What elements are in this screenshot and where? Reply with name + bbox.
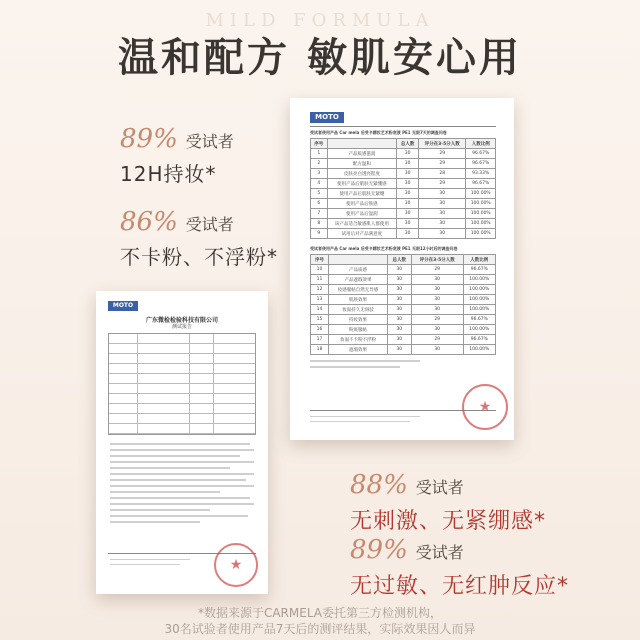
table-cell: 30	[397, 159, 419, 169]
stat-block-2	[120, 207, 278, 270]
table-row	[311, 229, 496, 239]
results-table-1	[310, 138, 496, 239]
table-cell: 18	[311, 345, 329, 355]
table-header-cell	[327, 139, 397, 149]
table-cell: 13	[311, 295, 329, 305]
table-cell: 5	[311, 189, 328, 199]
report-footer-lines	[110, 559, 200, 569]
table-row	[311, 285, 496, 295]
table-row	[311, 335, 496, 345]
table-cell: 1	[311, 149, 328, 159]
table-row	[311, 169, 496, 179]
stat-tester-label: 受试者	[415, 543, 464, 562]
stat-block-1	[120, 124, 234, 187]
stat-claim: 12H持妆*	[120, 162, 217, 186]
table-row	[311, 159, 496, 169]
table-cell: 93.33%	[466, 169, 496, 179]
table-row	[311, 325, 496, 335]
table-cell: 16	[311, 325, 329, 335]
footnote-line-1: *数据来源于CARMELA委托第三方检测机构，	[197, 606, 443, 620]
table-cell: 遮瑕效果	[329, 345, 388, 355]
report-info-grid	[108, 333, 256, 435]
table-header-cell: 序号	[311, 255, 329, 265]
stat-tester-label: 受试者	[185, 215, 234, 234]
table-cell: 30	[397, 209, 419, 219]
table-cell: 29	[419, 159, 466, 169]
table-cell: 产品质感	[329, 265, 388, 275]
table-cell: 试用后对产品满意度	[327, 229, 397, 239]
table-cell: 100.00%	[466, 209, 496, 219]
table-cell: 30	[419, 209, 466, 219]
page-title: 温和配方 敏肌安心用	[118, 35, 522, 81]
table-cell: 产品遮瑕效果	[329, 275, 388, 285]
table-cell: 皮肤亮白透亮程度	[327, 169, 397, 179]
table-cell: 4	[311, 179, 328, 189]
table-cell: 妆面持久无斑驳	[329, 305, 388, 315]
report-logo: MOTO	[310, 112, 344, 123]
table-cell: 6	[311, 199, 328, 209]
table-cell: 30	[397, 219, 419, 229]
table-cell: 使用产品后肌肤无紧绷感	[327, 179, 397, 189]
table-cell: 30	[411, 325, 463, 335]
table-cell: 12	[311, 285, 329, 295]
section-title-2: 受试者使用产品 Car mela 后受卡精妆艺术粉底液 PE1 无限12小时后的调查问卷	[310, 246, 458, 251]
table-cell: 使用产品后肌肤无紧绷	[327, 189, 397, 199]
table-cell: 96.67%	[463, 315, 495, 325]
stat-block-3	[350, 470, 546, 535]
table-header-row	[311, 139, 496, 149]
table-cell: 15	[311, 315, 329, 325]
table-cell: 100.00%	[466, 219, 496, 229]
table-header-cell: 评分在3-5分人数	[419, 139, 466, 149]
table-cell: 9	[311, 229, 328, 239]
table-cell: 100.00%	[463, 305, 495, 315]
table-cell: 30	[387, 305, 411, 315]
table-row	[311, 219, 496, 229]
table-header-cell: 序号	[311, 139, 328, 149]
table-cell: 产品质感滋润	[327, 149, 397, 159]
table-cell: 30	[397, 229, 419, 239]
table-cell: 30	[387, 265, 411, 275]
table-header-cell: 人数比例	[466, 139, 496, 149]
table-cell: 粉底服帖	[329, 325, 388, 335]
table-cell: 100.00%	[466, 199, 496, 209]
stat-percent: 89%	[350, 535, 408, 565]
stat-percent: 86%	[120, 207, 178, 237]
table-cell: 100.00%	[463, 285, 495, 295]
table-cell: 30	[397, 189, 419, 199]
table-cell: 妆感服帖自然无异感	[329, 285, 388, 295]
table-cell: 29	[419, 149, 466, 159]
stat-claim: 无刺激、无紧绷感*	[350, 509, 547, 534]
report-subheading: 测试报告	[171, 324, 192, 330]
table-header-cell: 评分在3-5分人数	[411, 255, 463, 265]
table-cell: 使用产品后湿润	[327, 209, 397, 219]
table-cell: 11	[311, 275, 329, 285]
divider	[310, 126, 496, 127]
table-cell: 30	[387, 315, 411, 325]
table-cell: 30	[387, 345, 411, 355]
table-cell: 29	[411, 315, 463, 325]
table-cell: 29	[419, 179, 466, 189]
table-cell: 30	[387, 335, 411, 345]
table-cell: 使用产品后肤感	[327, 199, 397, 209]
table-header-cell	[329, 255, 388, 265]
table-cell: 肌肤效果	[329, 295, 388, 305]
table-cell: 30	[419, 189, 466, 199]
report-document-left	[96, 291, 268, 594]
table-cell: 96.67%	[463, 335, 495, 345]
stat-block-4	[350, 535, 569, 600]
table-cell: 100.00%	[463, 325, 495, 335]
table-cell: 配方温和	[327, 159, 397, 169]
table-cell: 96.67%	[466, 159, 496, 169]
table-row	[311, 149, 496, 159]
stat-tester-label: 受试者	[415, 478, 464, 497]
footnote-line-2: 30名试验者使用产品7天后的测评结果，实际效果因人而异	[164, 622, 476, 636]
table-row	[311, 295, 496, 305]
table-row	[311, 189, 496, 199]
report-document-right	[290, 98, 514, 440]
report-footer-lines	[310, 416, 430, 426]
table-cell: 2	[311, 159, 328, 169]
table-cell: 30	[397, 169, 419, 179]
table-header-cell: 总人数	[397, 139, 419, 149]
table-row	[311, 305, 496, 315]
table-cell: 28	[419, 169, 466, 179]
stat-percent: 89%	[120, 124, 178, 154]
table-cell: 96.67%	[466, 179, 496, 189]
table-cell: 30	[397, 199, 419, 209]
table-cell: 30	[419, 229, 466, 239]
table-cell: 30	[419, 199, 466, 209]
report-body-text	[110, 443, 254, 527]
table-cell: 100.00%	[463, 275, 495, 285]
table-cell: 10	[311, 265, 329, 275]
table-cell: 妆面不卡粉不浮粉	[329, 335, 388, 345]
table-cell: 持妆效果	[329, 315, 388, 325]
section-title-1: 受试者使用产品 Car mela 后受卡精妆艺术粉底液 PE1 无限7天的调查问卷	[310, 130, 447, 135]
table-cell: 30	[411, 285, 463, 295]
report-heading: 广东微检检验科技有限公司	[145, 317, 218, 324]
table-cell: 30	[411, 345, 463, 355]
table-cell: 17	[311, 335, 329, 345]
report-logo: MOTO	[108, 301, 138, 311]
table-cell: 30	[411, 295, 463, 305]
table-cell: 8	[311, 219, 328, 229]
table-cell: 96.67%	[466, 149, 496, 159]
table-row	[311, 265, 496, 275]
table-cell: 30	[397, 149, 419, 159]
table-header-row	[311, 255, 496, 265]
table-row	[311, 209, 496, 219]
table-cell: 30	[397, 179, 419, 189]
table-cell: 30	[387, 285, 411, 295]
official-seal-icon	[462, 384, 508, 430]
table-cell: 100.00%	[463, 295, 495, 305]
table-cell: 29	[411, 335, 463, 345]
table-cell: 30	[387, 325, 411, 335]
table-cell: 100.00%	[466, 229, 496, 239]
table-cell: 30	[411, 275, 463, 285]
table-header-cell: 总人数	[387, 255, 411, 265]
table-cell: 100.00%	[466, 189, 496, 199]
stat-percent: 88%	[350, 470, 408, 500]
results-table-2	[310, 254, 496, 355]
table-header-cell: 人数比例	[463, 255, 495, 265]
table-cell: 30	[387, 275, 411, 285]
stat-tester-label: 受试者	[185, 132, 234, 151]
table-cell: 30	[411, 305, 463, 315]
table-row	[311, 179, 496, 189]
table-row	[311, 199, 496, 209]
table-cell: 30	[419, 219, 466, 229]
table-cell: 14	[311, 305, 329, 315]
table-cell: 7	[311, 209, 328, 219]
table-cell: 96.67%	[463, 265, 495, 275]
watermark-text: MILD FORMULA	[205, 10, 435, 31]
table-cell: 30	[387, 295, 411, 305]
stat-claim: 不卡粉、不浮粉*	[120, 245, 278, 269]
table-cell: 29	[411, 265, 463, 275]
official-seal-icon	[214, 543, 258, 587]
stat-claim: 无过敏、无红肿反应*	[350, 574, 570, 599]
table-cell: 该产品适合敏感肌人群使用	[327, 219, 397, 229]
table-cell: 3	[311, 169, 328, 179]
table-row	[311, 345, 496, 355]
table-row	[311, 275, 496, 285]
report-note-lines	[310, 360, 430, 372]
table-cell: 100.00%	[463, 345, 495, 355]
table-row	[311, 315, 496, 325]
